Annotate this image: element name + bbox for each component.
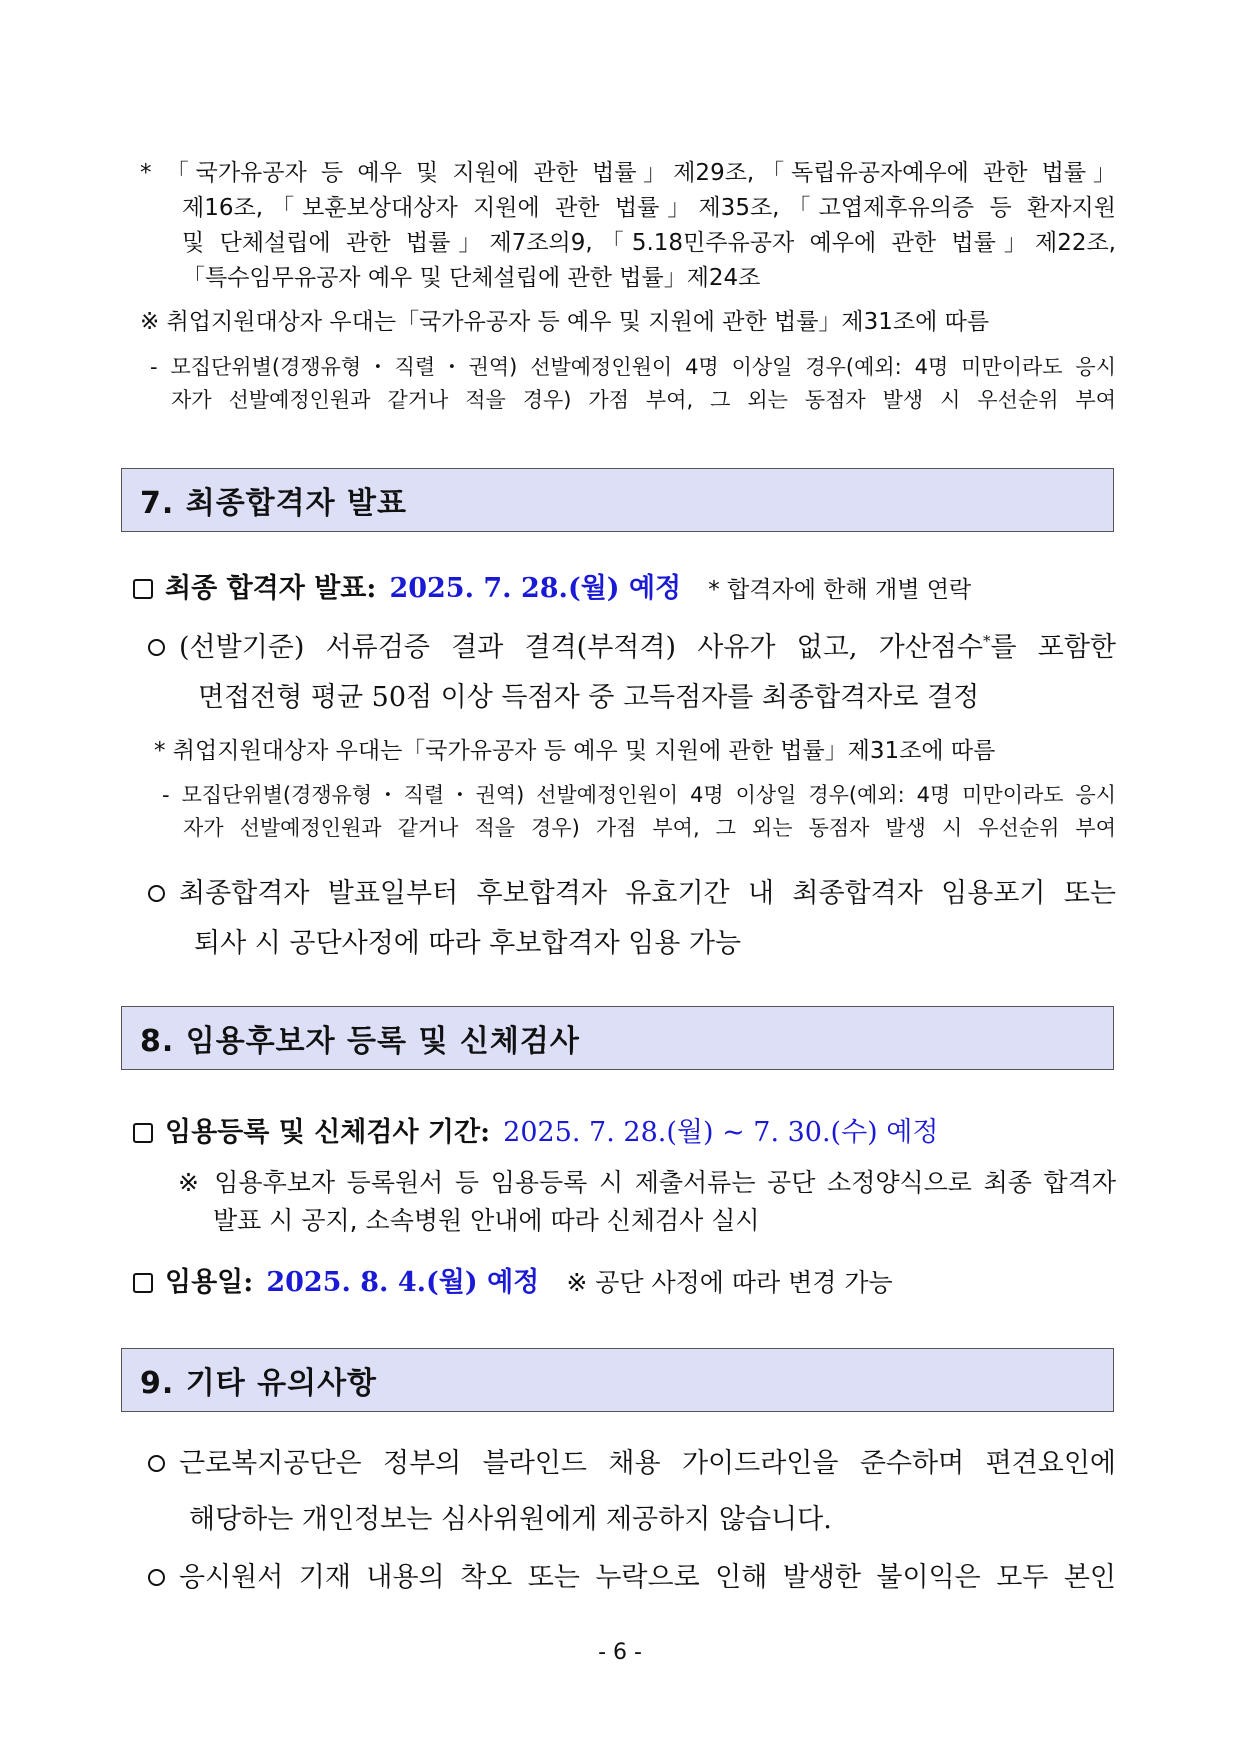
section-9-title: 9. 기타 유의사항 bbox=[140, 1366, 378, 1401]
section-8-header bbox=[121, 1006, 1114, 1070]
reserve-candidate-text: 최종합격자 발표일부터 후보합격자 유효기간 내 최종합격자 임용포기 또는 bbox=[179, 878, 1116, 909]
application-error-item bbox=[148, 1555, 1116, 1605]
checkbox-icon bbox=[133, 1123, 153, 1143]
preference-subnote bbox=[150, 351, 1116, 417]
blind-recruitment-text: 근로복지공단은 정부의 블라인드 채용 가이드라인을 준수하며 편견요인에 bbox=[179, 1448, 1116, 1479]
preference-subnote-line-1: - 모집단위별(경쟁유형・직렬・권역) 선발예정인원이 4명 이상일 경우(예외: 4명 미만이라도 응시 bbox=[150, 355, 1116, 379]
selection-criteria-line-1 bbox=[148, 625, 1116, 675]
checkbox-icon bbox=[133, 579, 153, 599]
final-announcement-label: 최종 합격자 발표: bbox=[165, 573, 377, 604]
blind-recruitment-line-2: 해당하는 개인정보는 심사위원에게 제공하지 않습니다. bbox=[189, 1504, 832, 1535]
circle-bullet-icon bbox=[148, 885, 165, 902]
section-7-preference-note bbox=[154, 732, 995, 765]
circle-bullet-icon bbox=[148, 1455, 165, 1472]
application-error-text: 응시원서 기재 내용의 착오 또는 누락으로 인해 발생한 불이익은 모두 본인 bbox=[179, 1562, 1116, 1593]
blind-recruitment-item bbox=[148, 1441, 1116, 1553]
selection-criteria-item bbox=[148, 625, 1116, 725]
circle-bullet-icon bbox=[148, 1569, 165, 1586]
appointment-date-note: ※ 공단 사정에 따라 변경 가능 bbox=[566, 1268, 893, 1297]
checkbox-icon bbox=[133, 1273, 153, 1293]
registration-period-item bbox=[133, 1110, 938, 1149]
section-7-preference-subnote-line-2: 자가 선발예정인원과 같거나 적을 경우) 가점 부여, 그 외는 동점자 발생 시 우선순위 부여 bbox=[183, 816, 1116, 840]
law-footnote-line-2: 제16조,「보훈보상대상자 지원에 관한 법률」제35조,「고엽제후유의증 등 환자지원 bbox=[182, 195, 1116, 221]
preference-note bbox=[140, 303, 1116, 336]
registration-note bbox=[178, 1163, 1116, 1239]
section-7-preference-note-text: * 취업지원대상자 우대는「국가유공자 등 예우 및 지원에 관한 법률」제31조에 따름 bbox=[154, 738, 996, 764]
circle-bullet-icon bbox=[148, 639, 165, 656]
section-8-title: 8. 임용후보자 등록 및 신체검사 bbox=[140, 1024, 580, 1059]
registration-note-line-1: ※ 임용후보자 등록원서 등 임용등록 시 제출서류는 공단 소정양식으로 최종 합격자 bbox=[178, 1168, 1116, 1197]
reserve-candidate-item bbox=[148, 871, 1116, 971]
final-announcement-note: * 합격자에 한해 개별 연락 bbox=[708, 577, 972, 603]
page-number: - 6 - bbox=[598, 1640, 642, 1665]
law-footnote bbox=[140, 154, 1116, 294]
law-footnote-line-1: * 「국가유공자 등 예우 및 지원에 관한 법률」제29조,「독립유공자예우에 관한 법률」 bbox=[140, 160, 1116, 186]
reserve-candidate-line-2: 퇴사 시 공단사정에 따라 후보합격자 임용 가능 bbox=[194, 928, 742, 959]
reserve-candidate-line-1 bbox=[148, 871, 1116, 921]
section-7-preference-subnote-line-1: - 모집단위별(경쟁유형・직렬・권역) 선발예정인원이 4명 이상일 경우(예외: 4명 미만이라도 응시 bbox=[162, 783, 1116, 807]
section-7-header bbox=[121, 468, 1114, 532]
final-announcement-date: 2025. 7. 28.(월) 예정 bbox=[389, 573, 682, 604]
preference-subnote-line-2: 자가 선발예정인원과 같거나 적을 경우) 가점 부여, 그 외는 동점자 발생 시 우선순위 부여 bbox=[171, 388, 1116, 412]
selection-criteria-text-a: (선발기준) 서류검증 결과 결격(부적격) 사유가 없고, 가산점수 bbox=[179, 632, 983, 663]
footnote-marker: * bbox=[982, 632, 991, 650]
section-7-preference-subnote bbox=[162, 779, 1116, 845]
final-announcement-item bbox=[133, 566, 971, 605]
blind-recruitment-line-1 bbox=[148, 1441, 1116, 1497]
registration-period-label: 임용등록 및 신체검사 기간: bbox=[165, 1117, 491, 1148]
registration-period-date: 2025. 7. 28.(월) ~ 7. 30.(수) 예정 bbox=[503, 1117, 939, 1148]
registration-note-line-2: 발표 시 공지, 소속병원 안내에 따라 신체검사 실시 bbox=[213, 1206, 760, 1235]
selection-criteria-text-b: 를 포함한 bbox=[990, 632, 1116, 663]
section-7-title: 7. 최종합격자 발표 bbox=[140, 486, 408, 521]
appointment-date-value: 2025. 8. 4.(월) 예정 bbox=[266, 1267, 540, 1298]
law-footnote-line-3: 및 단체설립에 관한 법률」제7조의9,「5.18민주유공자 예우에 관한 법률」제22조, bbox=[182, 230, 1116, 256]
appointment-date-item bbox=[133, 1260, 893, 1299]
law-footnote-line-4: 「특수임무유공자 예우 및 단체설립에 관한 법률」제24조 bbox=[182, 265, 761, 291]
application-error-line-1 bbox=[148, 1555, 1116, 1605]
preference-note-text: ※ 취업지원대상자 우대는「국가유공자 등 예우 및 지원에 관한 법률」제31조에 따름 bbox=[140, 309, 990, 335]
section-9-header bbox=[121, 1348, 1114, 1412]
selection-criteria-line-2: 면접전형 평균 50점 이상 득점자 중 고득점자를 최종합격자로 결정 bbox=[198, 682, 980, 713]
appointment-date-label: 임용일: bbox=[165, 1267, 254, 1298]
